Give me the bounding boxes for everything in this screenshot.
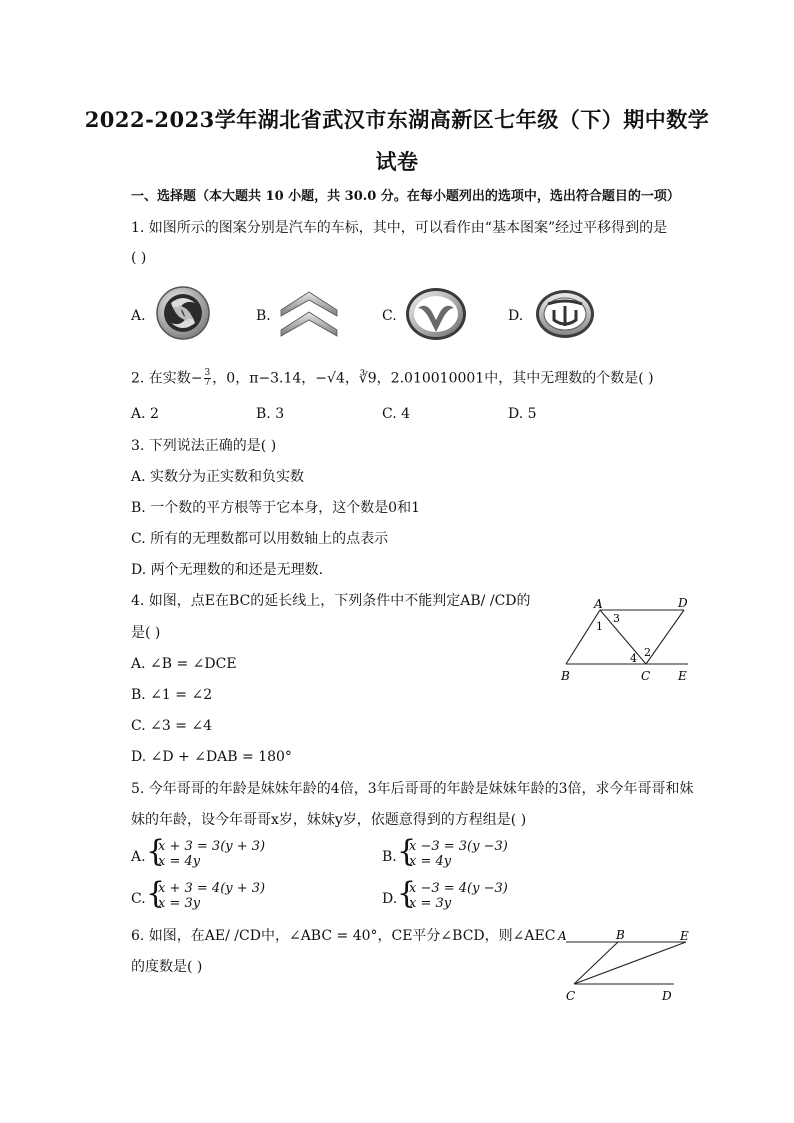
q5-option-a-system — [158, 839, 265, 869]
mazda-logo-icon — [404, 286, 468, 342]
q5-option-d-eq2: x = 3y — [409, 896, 452, 911]
q5-option-a-label: A. — [131, 849, 146, 865]
q6-label-a: A — [558, 929, 567, 943]
q5-option-d-system — [409, 881, 508, 911]
q5-option-d-brace: { — [397, 876, 417, 911]
q6-label-c: C — [566, 989, 576, 1003]
q4-angle-1: 1 — [596, 620, 603, 633]
q5-option-b-brace: { — [397, 834, 417, 869]
q1-stem-paren: ( ) — [131, 250, 147, 266]
q4-option-d: D. ∠D + ∠DAB = 180° — [131, 749, 292, 765]
q5-stem-cont: 妹的年龄，设今年哥哥x岁，妹妹y岁，依题意得到的方程组是( ) — [131, 812, 527, 828]
q5-stem: 5. 今年哥哥的年龄是妹妹年龄的4倍，3年后哥哥的年龄是妹妹年龄的3倍，求今年哥哥和妹 — [131, 781, 694, 797]
q6-stem: 6. 如图，在AE/ /CD中，∠ABC = 40°，CE平分∠BCD，则∠AEC — [131, 928, 556, 944]
exam-title-line1: 2022-2023学年湖北省武汉市东湖高新区七年级（下）期中数学 — [84, 107, 710, 132]
q3-option-d: D. 两个无理数的和还是无理数. — [131, 562, 324, 578]
q3-stem: 3. 下列说法正确的是( ) — [131, 438, 277, 454]
q5-option-b-eq2: x = 4y — [409, 854, 452, 869]
q4-label-d: D — [678, 596, 688, 610]
q6-parallel-lines-figure — [556, 926, 696, 1006]
q6-stem-cont: 的度数是( ) — [131, 959, 203, 975]
q5-option-a-eq2: x = 4y — [158, 854, 201, 869]
exam-title-line2: 试卷 — [375, 149, 419, 174]
section-heading: 一、选择题（本大题共 10 小题，共 30.0 分。在每小题列出的选项中，选出符合题目的一项） — [131, 189, 680, 204]
q5-option-a-eq1: x + 3 = 3(y + 3) — [158, 839, 266, 854]
q5-option-c-label: C. — [131, 891, 146, 907]
q5-option-a-brace: { — [146, 834, 166, 869]
q4-parallelogram-figure — [556, 592, 696, 684]
q6-label-e: E — [680, 929, 689, 943]
q6-label-d: D — [662, 989, 672, 1003]
q5-option-c-eq1: x + 3 = 4(y + 3) — [158, 881, 266, 896]
q4-stem-cont: 是( ) — [131, 625, 161, 641]
q5-option-c-brace: { — [146, 876, 166, 911]
q4-label-b: B — [561, 669, 570, 683]
q2-stem-rest: ，0，π−3.14，−√4，∛9，2.010010001中，其中无理数的个数是( ) — [212, 370, 654, 387]
q4-stem: 4. 如图，点E在BC的延长线上，下列条件中不能判定AB/ /CD的 — [131, 593, 531, 609]
q2-frac-num: 3 — [204, 368, 211, 378]
q4-option-c: C. ∠3 = ∠4 — [131, 718, 213, 734]
q4-option-b: B. ∠1 = ∠2 — [131, 687, 213, 703]
q6-label-b: B — [616, 928, 625, 942]
q4-label-e: E — [678, 669, 687, 683]
q2-fraction — [204, 369, 212, 388]
q5-option-b-eq1: x −3 = 3(y −3) — [409, 839, 508, 854]
q3-option-b: B. 一个数的平方根等于它本身，这个数是0和1 — [131, 500, 421, 516]
q2-option-d: D. 5 — [508, 406, 537, 422]
q1-option-c-label: C. — [382, 308, 397, 324]
q1-option-a-label: A. — [131, 308, 146, 324]
q5-option-b-label: B. — [382, 849, 397, 865]
q4-label-c: C — [641, 669, 651, 683]
q4-angle-2: 2 — [644, 646, 651, 659]
q5-option-d-label: D. — [382, 891, 398, 907]
q4-option-a: A. ∠B = ∠DCE — [131, 656, 237, 672]
q2-stem-prefix: 2. 在实数 — [131, 370, 191, 387]
q2-frac-den: 7 — [204, 378, 211, 388]
q3-option-a: A. 实数分为正实数和负实数 — [131, 469, 305, 485]
q2-option-c: C. 4 — [382, 406, 411, 422]
q5-option-d-eq1: x −3 = 4(y −3) — [409, 881, 508, 896]
dongfeng-logo-icon — [155, 285, 211, 341]
q3-option-c: C. 所有的无理数都可以用数轴上的点表示 — [131, 531, 389, 547]
q2-option-a: A. 2 — [131, 406, 159, 422]
citroen-logo-icon — [278, 288, 340, 340]
q5-option-b-system — [409, 839, 508, 869]
q1-stem: 1. 如图所示的图案分别是汽车的车标，其中，可以看作由“基本图案”经过平移得到的是 — [131, 220, 668, 236]
q1-option-d-label: D. — [508, 308, 524, 324]
q5-option-c-eq2: x = 3y — [158, 896, 201, 911]
q4-angle-3: 3 — [613, 612, 620, 625]
q2-option-b: B. 3 — [256, 406, 285, 422]
q2-stem — [131, 369, 654, 388]
q1-option-b-label: B. — [256, 308, 271, 324]
q4-label-a: A — [594, 597, 603, 611]
q5-option-c-system — [158, 881, 265, 911]
brilliance-logo-icon — [534, 288, 596, 340]
q4-angle-4: 4 — [630, 652, 637, 665]
q2-neg-sign: − — [190, 370, 203, 387]
